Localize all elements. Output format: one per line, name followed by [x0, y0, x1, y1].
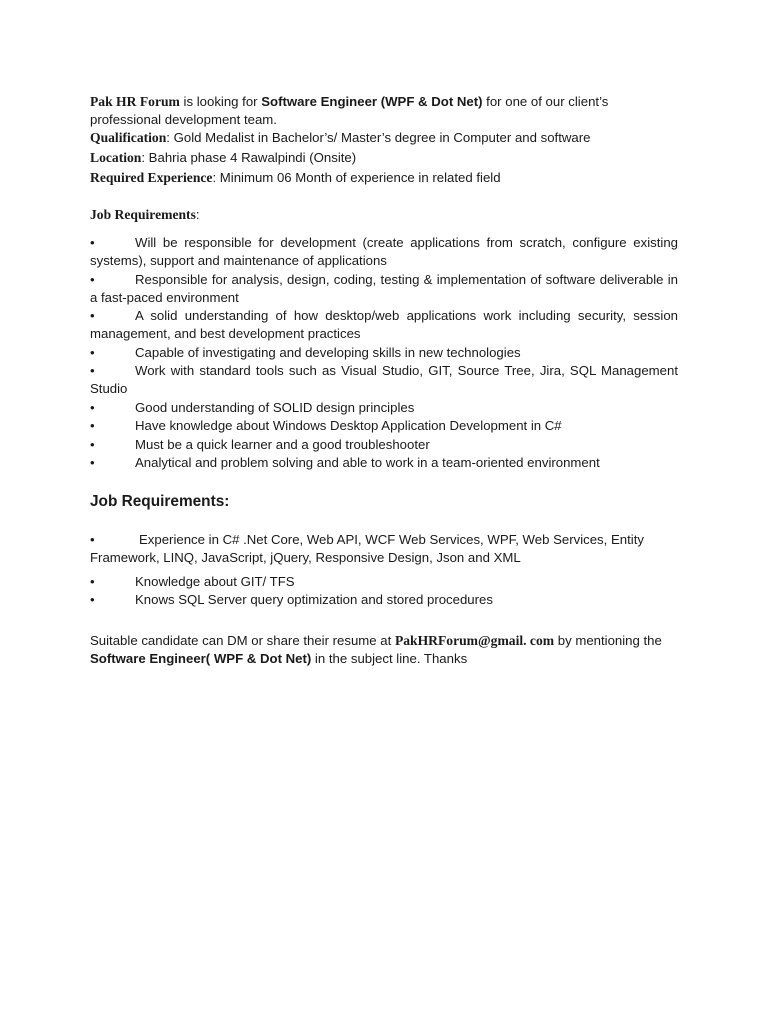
list-item: • Knows SQL Server query optimization and stored procedures — [90, 592, 493, 607]
intro-rest: for one of our client’s professional development team. — [90, 94, 609, 127]
bullet-dot: • — [90, 573, 95, 589]
bullet-dot: • — [90, 531, 95, 547]
company-name: Pak HR Forum — [90, 94, 180, 109]
bullet-dot: • — [90, 308, 95, 323]
bullet-dot: • — [90, 455, 95, 470]
list-item: • Knowledge about GIT/ TFS — [90, 573, 295, 589]
location-line — [90, 149, 678, 167]
list-item: • Analytical and problem solving and able to work in a team-oriented environment — [90, 455, 600, 470]
bullet-dot: • — [90, 235, 95, 250]
bullet-dot: • — [90, 418, 95, 433]
bullet-dot: • — [90, 271, 95, 287]
list-item: • Responsible for analysis, design, coding, testing & implementation of software deliverable in a fast-paced environment — [90, 271, 678, 305]
job-requirements-heading-2: Job Requirements: — [90, 492, 230, 510]
list-item: • Experience in C# .Net Core, Web API, WCF Web Services, WPF, Web Services, Entity Framework, LINQ, JavaScript, jQuery, Responsive Design, Json and XML — [90, 531, 644, 565]
experience-label: Required Experience — [90, 170, 213, 185]
list-item: • Work with standard tools such as Visual Studio, GIT, Source Tree, Jira, SQL Management Studio — [90, 363, 678, 396]
bullet-dot: • — [90, 592, 95, 607]
list-item: • Good understanding of SOLID design principles — [90, 399, 415, 415]
bullet-dot: • — [90, 363, 95, 378]
job-requirements-list-2 — [90, 531, 678, 610]
location-value: : Bahria phase 4 Rawalpindi (Onsite) — [141, 150, 357, 165]
job-requirements-list-1 — [90, 234, 678, 472]
list-item: • Must be a quick learner and a good troubleshooter — [90, 436, 430, 452]
bullet-dot: • — [90, 399, 95, 415]
intro-paragraph — [90, 93, 678, 129]
bullet-dot: • — [90, 344, 95, 360]
qualification-line — [90, 129, 678, 147]
list-item: • Capable of investigating and developing skills in new technologies — [90, 344, 521, 360]
experience-value: : Minimum 06 Month of experience in related field — [212, 170, 501, 185]
bullet-dot: • — [90, 436, 95, 452]
intro-text: is looking for — [179, 94, 262, 109]
closing-paragraph: Suitable candidate can DM or share their resume at PakHRForum@gmail. com by mentioning the Software Engineer( WPF & Dot Net) in the subject line. Thanks — [90, 632, 662, 666]
job-requirements-heading-1: Job Requirements: — [90, 207, 200, 222]
qualification-value: : Gold Medalist in Bachelor’s/ Master’s degree in Computer and software — [166, 130, 591, 145]
document-page — [90, 93, 678, 668]
closing-position-title: Software Engineer( WPF & Dot Net) — [90, 650, 312, 666]
position-title: Software Engineer (WPF & Dot Net) — [261, 94, 483, 109]
qualification-label: Qualification — [90, 130, 167, 145]
list-item: • A solid understanding of how desktop/web applications work including security, session management, and best development practices — [90, 308, 678, 341]
list-item: • Will be responsible for development (create applications from scratch, configure existing systems), support and maintenance of applications — [90, 235, 678, 268]
contact-email: PakHRForum@gmail. com — [394, 632, 555, 648]
experience-line — [90, 169, 678, 187]
list-item: • Have knowledge about Windows Desktop Application Development in C# — [90, 418, 562, 433]
location-label: Location — [90, 150, 142, 165]
